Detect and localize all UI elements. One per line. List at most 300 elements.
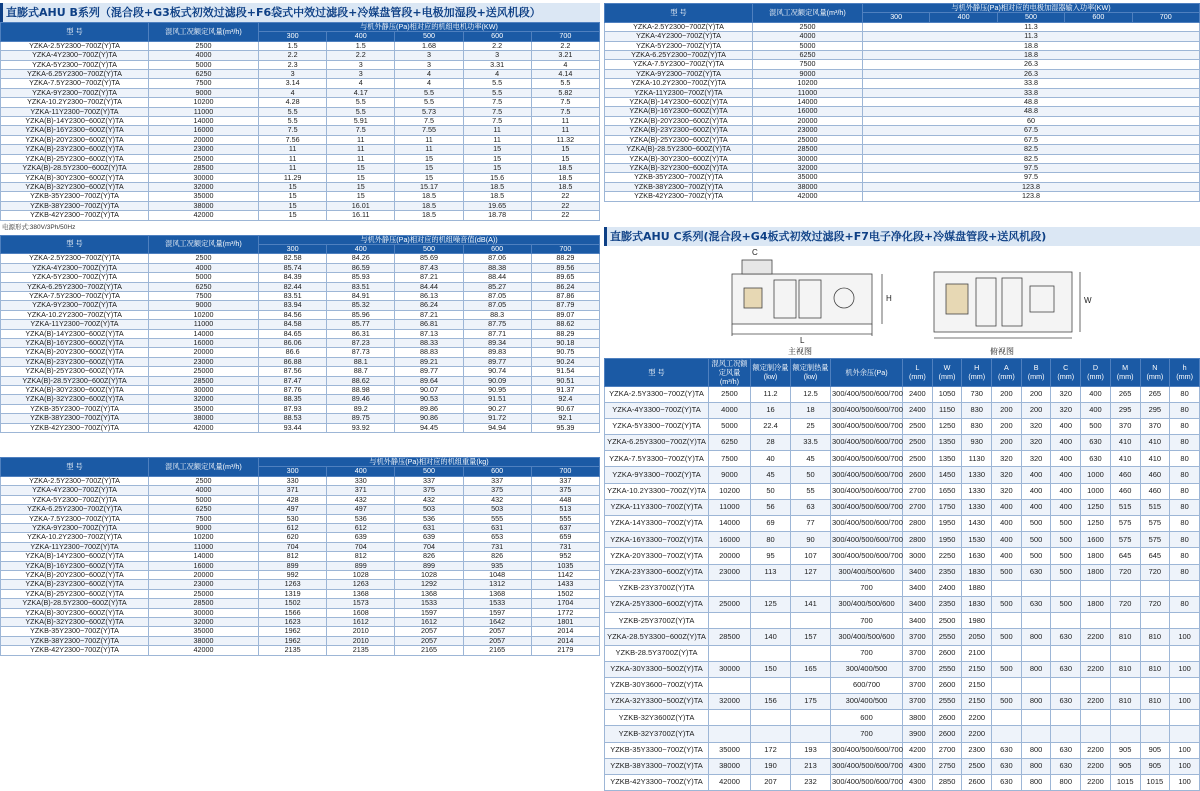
c-series-cell: 25	[791, 418, 831, 434]
weight-cell: 2057	[463, 627, 531, 636]
c-series-cell: 16000	[709, 532, 751, 548]
noise-cell: 84.44	[395, 282, 463, 291]
c-series-cell: 9000	[709, 467, 751, 483]
c-series-cell: 2250	[932, 548, 962, 564]
c-series-cell: 800	[1021, 775, 1051, 791]
power-cell: 7.55	[395, 126, 463, 135]
c-series-cell	[1021, 710, 1051, 726]
c-series-cell: 3900	[903, 726, 933, 742]
pressure-header: 400	[327, 467, 395, 476]
c-series-cell: 400	[1051, 467, 1081, 483]
power-cell: 3.31	[463, 60, 531, 69]
noise-cell: 89.21	[395, 357, 463, 366]
noise-cell: 89.77	[463, 357, 531, 366]
power-cell: 5.91	[327, 117, 395, 126]
c-series-cell: 400	[992, 499, 1022, 515]
c-series-cell: 400	[1051, 418, 1081, 434]
noise-cell: 87.75	[463, 320, 531, 329]
weight-cell: 428	[259, 495, 327, 504]
c-series-cell	[791, 613, 831, 629]
noise-cell: 85.93	[327, 273, 395, 282]
noise-cell: 89.56	[531, 263, 599, 272]
c-series-cell: 320	[1021, 451, 1051, 467]
weight-cell: 2057	[395, 627, 463, 636]
noise-cell: 86.6	[259, 348, 327, 357]
noise-cell: 86.59	[327, 263, 395, 272]
c-series-cell: 500	[992, 661, 1022, 677]
table-row	[605, 596, 1200, 612]
c-series-cell: 11.2	[751, 386, 791, 402]
model-cell: YZKB-35Y2300~700Z(Y)TA	[1, 192, 149, 201]
weight-cell: 2014	[531, 636, 599, 645]
weight-cell: 1502	[531, 589, 599, 598]
model-cell: YZKB-35Y2300~700Z(Y)TA	[1, 404, 149, 413]
c-series-cell: 45	[751, 467, 791, 483]
c-series-cell: 2500	[709, 386, 751, 402]
table-row	[605, 192, 1200, 201]
airflow-cell: 23000	[149, 145, 259, 154]
power-cell: 7.5	[463, 117, 531, 126]
c-series-cell: 575	[1110, 516, 1140, 532]
weight-cell: 1623	[259, 617, 327, 626]
c-series-cell: 810	[1140, 694, 1170, 710]
model-cell: YZKB-42Y2300~700Z(Y)TA	[605, 192, 753, 201]
table-row	[605, 775, 1200, 791]
c-series-cell: 1050	[932, 386, 962, 402]
c-series-cell: 25000	[709, 596, 751, 612]
power-cell: 18.5	[463, 182, 531, 191]
c-series-cell: 1800	[1081, 564, 1111, 580]
weight-cell: 1772	[531, 608, 599, 617]
noise-cell: 88.83	[395, 348, 463, 357]
c-series-cell: 300/400/500/600/700	[831, 499, 903, 515]
airflow-cell: 10200	[149, 310, 259, 319]
table-row	[1, 395, 600, 404]
power-cell: 5.73	[395, 107, 463, 116]
c-series-cell: 700	[831, 645, 903, 661]
weight-cell: 2010	[327, 636, 395, 645]
c-series-cell: 2400	[903, 402, 933, 418]
c-series-cell: 630	[1081, 435, 1111, 451]
c-series-cell	[1021, 726, 1051, 742]
power-cell: 11.29	[259, 173, 327, 182]
table-row	[1, 173, 600, 182]
airflow-cell: 2500	[149, 41, 259, 50]
power-cell: 11	[259, 145, 327, 154]
pressure-header: 700	[1132, 13, 1199, 22]
c-series-cell: 2200	[1081, 742, 1111, 758]
power-cell: 5.5	[531, 79, 599, 88]
c-series-cell: 400	[992, 532, 1022, 548]
power-cell: 11	[531, 126, 599, 135]
power-cell: 15	[259, 211, 327, 220]
weight-cell: 330	[259, 476, 327, 485]
model-cell: YZKB-38Y2300~700Z(Y)TA	[1, 414, 149, 423]
heater-power-cell: 11.3	[863, 32, 1200, 41]
c-series-cell: 190	[751, 758, 791, 774]
airflow-cell: 14000	[149, 329, 259, 338]
table-row	[605, 126, 1200, 135]
model-cell: YZKB-38Y2300~700Z(Y)TA	[1, 636, 149, 645]
table-row	[605, 758, 1200, 774]
power-cell: 18.5	[531, 173, 599, 182]
model-cell: YZKA-7.5Y2300~700Z(Y)TA	[1, 514, 149, 523]
c-series-cell	[751, 710, 791, 726]
noise-cell: 84.56	[259, 310, 327, 319]
c-series-cell: 2600	[932, 645, 962, 661]
noise-cell: 93.92	[327, 423, 395, 432]
c-series-cell: 77	[791, 516, 831, 532]
noise-cell: 89.2	[327, 404, 395, 413]
weight-cell: 1533	[395, 599, 463, 608]
power-cell: 3	[395, 60, 463, 69]
table-row	[1, 533, 600, 542]
noise-cell: 88.53	[259, 414, 327, 423]
weight-cell: 704	[259, 542, 327, 551]
c-series-cell: 2600	[962, 775, 992, 791]
c-series-cell: 2400	[903, 386, 933, 402]
noise-cell: 83.94	[259, 301, 327, 310]
model-cell: YZKA(B)-16Y2300~600Z(Y)TA	[1, 561, 149, 570]
airflow-cell: 38000	[149, 201, 259, 210]
power-cell: 3	[463, 51, 531, 60]
table-row	[1, 126, 600, 135]
c-series-cell: YZKA-2.5Y3300~700Z(Y)TA	[605, 386, 709, 402]
c-series-cell: YZKA-25Y3300~600Z(Y)TA	[605, 596, 709, 612]
table-row	[605, 435, 1200, 451]
c-series-cell: 700	[831, 580, 903, 596]
weight-cell: 555	[463, 514, 531, 523]
c-series-cell: 630	[992, 758, 1022, 774]
airflow-cell: 35000	[753, 173, 863, 182]
c-series-cell: YZKA-32Y3300~500Z(Y)TA	[605, 694, 709, 710]
c-series-cell: 265	[1140, 386, 1170, 402]
power-cell: 5.5	[395, 88, 463, 97]
c-series-cell: 630	[992, 742, 1022, 758]
c-series-table	[604, 358, 1200, 791]
c-series-cell: 1330	[962, 467, 992, 483]
c-series-cell: 80	[1170, 451, 1200, 467]
c-series-cell: 5000	[709, 418, 751, 434]
airflow-cell: 30000	[149, 608, 259, 617]
weight-cell: 1597	[463, 608, 531, 617]
c-series-cell: 63	[791, 499, 831, 515]
table-row	[1, 273, 600, 282]
heater-power-cell: 97.5	[863, 163, 1200, 172]
c-series-cell	[992, 726, 1022, 742]
c-series-cell: 295	[1140, 402, 1170, 418]
weight-cell: 612	[327, 523, 395, 532]
c-series-cell: 1015	[1110, 775, 1140, 791]
c-series-cell: 500	[1051, 516, 1081, 532]
c-series-cell: 100	[1170, 661, 1200, 677]
weight-cell: 704	[327, 542, 395, 551]
c-series-cell: 42000	[709, 775, 751, 791]
airflow-cell: 11000	[149, 320, 259, 329]
c-series-cell: 810	[1140, 629, 1170, 645]
airflow-cell: 42000	[149, 646, 259, 655]
weight-cell: 371	[259, 486, 327, 495]
power-cell: 5.5	[463, 79, 531, 88]
power-note: 电源形式:380V/3Ph/50Hz	[2, 223, 76, 231]
noise-cell: 88.29	[531, 329, 599, 338]
power-cell: 4	[463, 70, 531, 79]
c-series-cell: 150	[751, 661, 791, 677]
airflow-cell: 6250	[149, 70, 259, 79]
c-series-cell: YZKA-7.5Y3300~700Z(Y)TA	[605, 451, 709, 467]
airflow-cell: 16000	[149, 126, 259, 135]
power-cell: 15	[259, 182, 327, 191]
weight-table-body	[1, 476, 600, 655]
model-cell: YZKA-11Y2300~700Z(Y)TA	[605, 88, 753, 97]
weight-cell: 1962	[259, 627, 327, 636]
noise-cell: 87.71	[463, 329, 531, 338]
power-cell: 1.5	[327, 41, 395, 50]
weight-cell: 704	[395, 542, 463, 551]
c-series-cell: 500	[1051, 532, 1081, 548]
model-cell: YZKA(B)-14Y2300~600Z(Y)TA	[1, 117, 149, 126]
c-series-cell: 460	[1110, 483, 1140, 499]
table-row	[605, 677, 1200, 693]
weight-cell: 1642	[463, 617, 531, 626]
c-series-cell: 1150	[932, 402, 962, 418]
c-series-cell: 18	[791, 402, 831, 418]
power-cell: 15	[463, 164, 531, 173]
pressure-header: 600	[463, 32, 531, 41]
table-row	[605, 402, 1200, 418]
pressure-header: 500	[997, 13, 1064, 22]
airflow-cell: 38000	[149, 414, 259, 423]
c-series-cell: 2200	[962, 726, 992, 742]
c-series-cell: 100	[1170, 629, 1200, 645]
model-cell: YZKA(B)-16Y2300~600Z(Y)TA	[1, 339, 149, 348]
c-series-cell: 800	[1021, 629, 1051, 645]
noise-cell: 88.1	[327, 357, 395, 366]
power-cell: 7.5	[327, 126, 395, 135]
c-series-cell: 2200	[1081, 629, 1111, 645]
noise-cell: 88.3	[463, 310, 531, 319]
c-series-cell: 80	[1170, 596, 1200, 612]
airflow-cell: 4000	[753, 32, 863, 41]
table-row	[1, 301, 600, 310]
c-series-cell: 100	[1170, 742, 1200, 758]
model-cell: YZKA-6.25Y2300~700Z(Y)TA	[605, 51, 753, 60]
noise-cell: 85.27	[463, 282, 531, 291]
weight-cell: 620	[259, 533, 327, 542]
c-series-cell: 80	[1170, 418, 1200, 434]
c-series-cell: 127	[791, 564, 831, 580]
c-series-cell: 810	[1140, 661, 1170, 677]
weight-cell: 2135	[259, 646, 327, 655]
c-series-cell: 1250	[1081, 516, 1111, 532]
weight-cell: 1263	[327, 580, 395, 589]
c-series-cell	[992, 677, 1022, 693]
c-series-cell: 3700	[903, 645, 933, 661]
c-series-cell: 720	[1110, 564, 1140, 580]
c-series-cell	[709, 645, 751, 661]
c-series-cell: 2600	[932, 726, 962, 742]
c-series-cell: 460	[1140, 483, 1170, 499]
weight-cell: 555	[531, 514, 599, 523]
c-series-cell	[751, 580, 791, 596]
c-series-cell: 575	[1140, 516, 1170, 532]
c-series-cell: 2600	[932, 710, 962, 726]
c-series-cell: 200	[992, 418, 1022, 434]
power-cell: 3	[327, 60, 395, 69]
power-cell: 15	[327, 173, 395, 182]
c-series-cell: 400	[1081, 386, 1111, 402]
weight-cell: 1704	[531, 599, 599, 608]
weight-cell: 497	[259, 505, 327, 514]
c-series-cell	[1110, 710, 1140, 726]
c-series-cell	[1110, 580, 1140, 596]
airflow-cell: 38000	[149, 636, 259, 645]
c-series-cell	[1140, 580, 1170, 596]
c-series-cell	[1110, 645, 1140, 661]
noise-cell: 89.46	[327, 395, 395, 404]
power-cell: 2.3	[259, 60, 327, 69]
pressure-header: 600	[463, 244, 531, 253]
c-series-cell: 645	[1140, 548, 1170, 564]
power-cell: 1.5	[259, 41, 327, 50]
heater-power-cell: 48.8	[863, 98, 1200, 107]
noise-cell: 87.56	[259, 367, 327, 376]
c-series-cell: 14000	[709, 516, 751, 532]
airflow-cell: 9000	[753, 69, 863, 78]
noise-cell: 90.86	[395, 414, 463, 423]
airflow-cell: 28500	[753, 145, 863, 154]
c-series-cell	[791, 677, 831, 693]
c-series-cell: 410	[1140, 435, 1170, 451]
model-cell: YZKA-11Y2300~700Z(Y)TA	[1, 107, 149, 116]
noise-cell: 86.24	[531, 282, 599, 291]
c-series-cell: 125	[751, 596, 791, 612]
c-series-cell: YZKA-5Y3300~700Z(Y)TA	[605, 418, 709, 434]
model-cell: YZKA(B)-30Y2300~600Z(Y)TA	[605, 154, 753, 163]
weight-cell: 899	[327, 561, 395, 570]
c-series-cell: 300/400/500/600/700	[831, 775, 903, 791]
pressure-header: 700	[531, 32, 599, 41]
c-series-cell: YZKB-42Y3300~700Z(Y)TA	[605, 775, 709, 791]
noise-cell: 85.74	[259, 263, 327, 272]
c-series-cell: 55	[791, 483, 831, 499]
weight-cell: 1801	[531, 617, 599, 626]
weight-table	[0, 457, 600, 656]
c-series-cell	[751, 645, 791, 661]
power-cell: 15	[463, 154, 531, 163]
airflow-cell: 7500	[149, 514, 259, 523]
c-series-cell	[1021, 645, 1051, 661]
c-series-cell	[1170, 613, 1200, 629]
airflow-cell: 10200	[149, 98, 259, 107]
c-series-cell	[1051, 580, 1081, 596]
c-series-cell: 400	[1021, 467, 1051, 483]
c-series-cell: 905	[1110, 742, 1140, 758]
c-series-header: 混风工况额定风量(m³/h)	[709, 358, 751, 386]
weight-cell: 1142	[531, 570, 599, 579]
c-series-cell: 300/400/500/600/700	[831, 742, 903, 758]
c-series-cell: 6250	[709, 435, 751, 451]
model-cell: YZKA-6.25Y2300~700Z(Y)TA	[1, 282, 149, 291]
c-series-cell: 370	[1140, 418, 1170, 434]
model-cell: YZKA(B)-16Y2300~600Z(Y)TA	[605, 107, 753, 116]
c-series-cell: 810	[1110, 629, 1140, 645]
model-cell: YZKA-9Y2300~700Z(Y)TA	[1, 523, 149, 532]
noise-cell: 83.51	[327, 282, 395, 291]
table-row	[605, 564, 1200, 580]
airflow-cell: 14000	[149, 552, 259, 561]
c-series-cell: 95	[751, 548, 791, 564]
table-row	[605, 145, 1200, 154]
noise-cell: 89.34	[463, 339, 531, 348]
b-series-title: 直膨式AHU B系列（混合段+G3板式初效过滤段+F6袋式中效过滤段+冷媒盘管段+电极加湿段+送风机段）	[0, 3, 600, 22]
power-cell: 4.17	[327, 88, 395, 97]
noise-cell: 90.74	[463, 367, 531, 376]
c-series-cell	[1081, 677, 1111, 693]
weight-cell: 375	[531, 486, 599, 495]
c-series-cell: 165	[791, 661, 831, 677]
noise-cell: 87.73	[327, 348, 395, 357]
c-series-cell: 3400	[903, 596, 933, 612]
heater-power-cell: 67.5	[863, 135, 1200, 144]
c-series-cell: 500	[1021, 548, 1051, 564]
airflow-cell: 42000	[149, 211, 259, 220]
c-series-header: B (mm)	[1021, 358, 1051, 386]
pressure-header: 300	[259, 244, 327, 253]
power-cell: 4	[395, 79, 463, 88]
c-series-cell: 2200	[1081, 694, 1111, 710]
noise-cell: 91.54	[531, 367, 599, 376]
c-series-cell: 720	[1110, 596, 1140, 612]
power-cell: 15	[395, 154, 463, 163]
weight-cell: 731	[531, 542, 599, 551]
model-cell: YZKB-35Y2300~700Z(Y)TA	[605, 173, 753, 182]
power-header: 与机外静压(Pa)相对应的机组电机功率(KW)	[259, 23, 600, 32]
c-series-cell: 400	[1021, 483, 1051, 499]
table-row	[1, 254, 600, 263]
noise-cell: 90.95	[463, 386, 531, 395]
noise-cell: 87.05	[463, 291, 531, 300]
model-cell: YZKA-4Y2300~700Z(Y)TA	[1, 486, 149, 495]
weight-cell: 2179	[531, 646, 599, 655]
power-cell: 2.2	[463, 41, 531, 50]
airflow-cell: 6250	[149, 282, 259, 291]
heater-power-cell: 48.8	[863, 107, 1200, 116]
table-row	[605, 742, 1200, 758]
c-series-cell: 2550	[932, 661, 962, 677]
c-series-cell: 630	[1051, 742, 1081, 758]
table-row	[605, 154, 1200, 163]
c-series-cell: 200	[992, 435, 1022, 451]
power-cell: 15	[259, 201, 327, 210]
model-cell: YZKA-5Y2300~700Z(Y)TA	[1, 60, 149, 69]
model-cell: YZKB-38Y2300~700Z(Y)TA	[605, 182, 753, 191]
c-series-cell: 630	[1051, 661, 1081, 677]
c-series-cell: YZKB-38Y3300~700Z(Y)TA	[605, 758, 709, 774]
airflow-cell: 32000	[149, 182, 259, 191]
noise-cell: 87.76	[259, 386, 327, 395]
weight-cell: 432	[395, 495, 463, 504]
noise-table-body	[1, 254, 600, 433]
c-series-cell: 500	[992, 596, 1022, 612]
noise-cell: 85.32	[327, 301, 395, 310]
model-cell: YZKA(B)-20Y2300~600Z(Y)TA	[1, 348, 149, 357]
c-series-cell: 3700	[903, 677, 933, 693]
noise-cell: 90.07	[395, 386, 463, 395]
c-series-cell: 300/400/500	[831, 694, 903, 710]
c-series-cell: YZKA-11Y3300~700Z(Y)TA	[605, 499, 709, 515]
c-series-cell	[1081, 645, 1111, 661]
